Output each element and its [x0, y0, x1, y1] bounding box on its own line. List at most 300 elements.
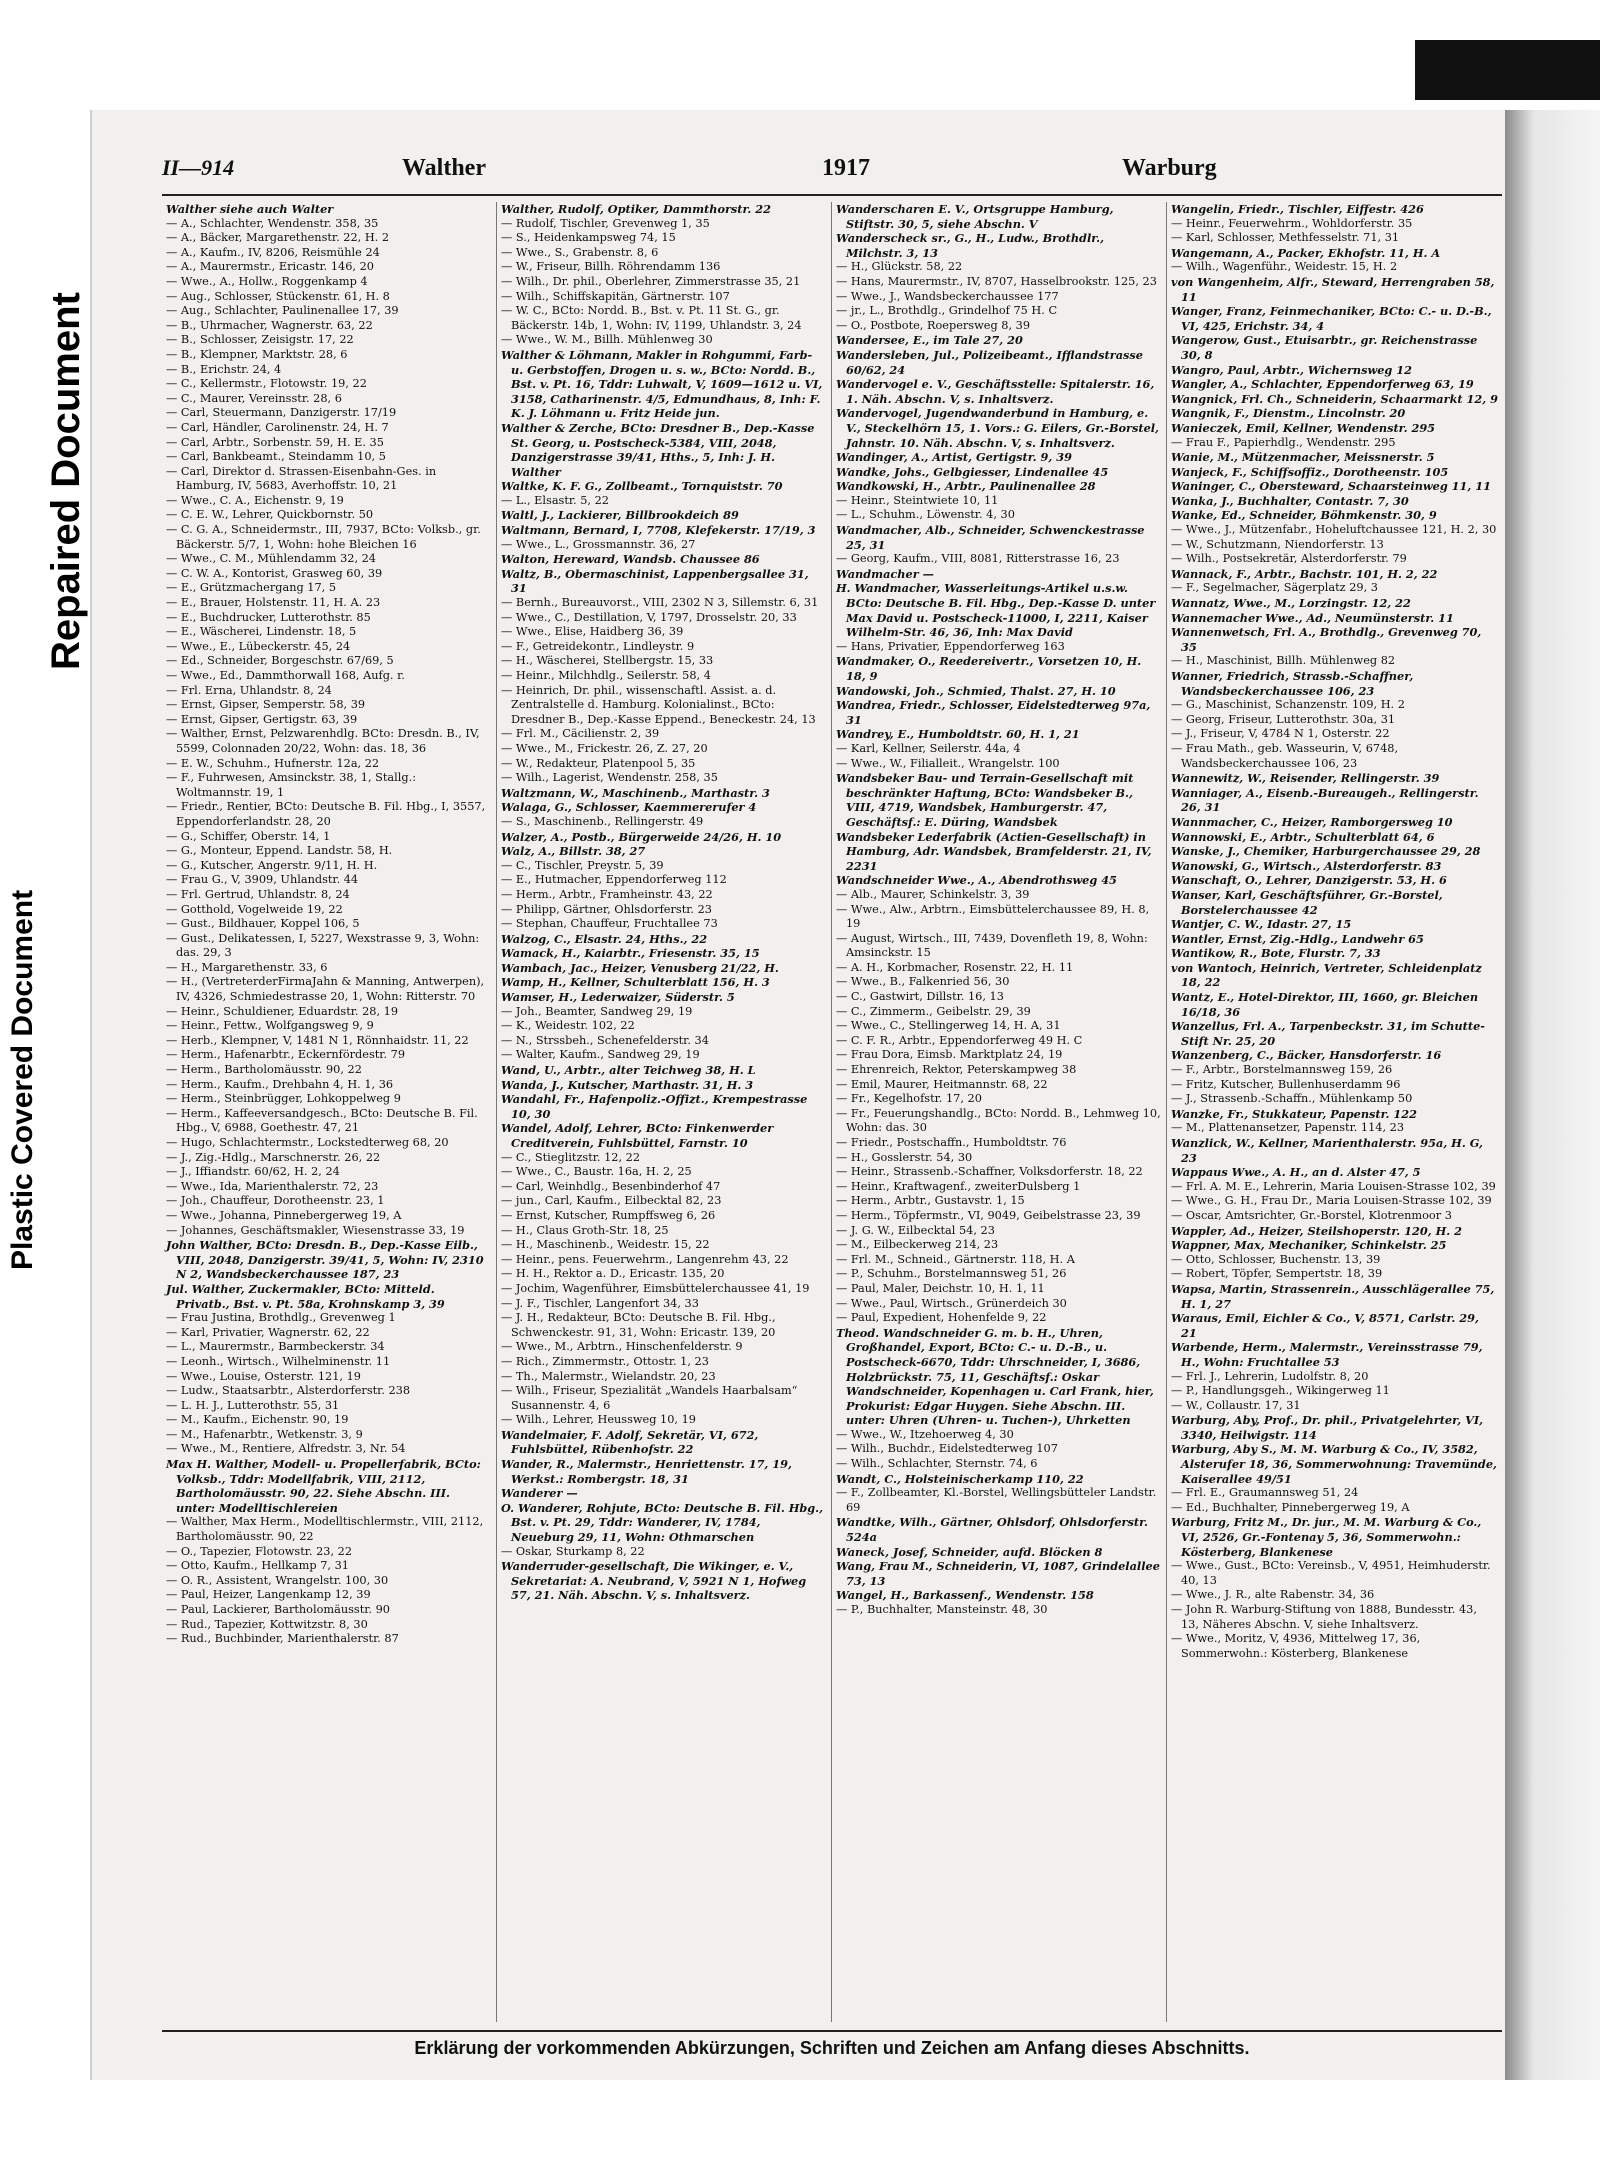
directory-entry: Max H. Walther, Modell- u. Propellerfabrik, BCto: Volksb., Tddr: Modellfabrik, VIII, 2112, Bartholomäusstr. 90, 22. Siehe Abschn. III. unter: Modelltischlereien	[166, 1457, 481, 1515]
directory-entry: — F., Getreidekontr., Lindleystr. 9	[501, 639, 695, 653]
directory-entry: — Hans, Privatier, Eppendorferweg 163	[836, 639, 1065, 653]
directory-column-4	[1167, 202, 1502, 2022]
directory-entry: — Wwe., M., Arbtrn., Hinschenfelderstr. 9	[501, 1340, 743, 1354]
directory-entry: — Walther, Max Herm., Modelltischlermstr., VIII, 2112, Bartholomäusstr. 90, 22	[166, 1515, 484, 1544]
directory-entry: Wandrey, E., Humboldtstr. 60, H. 1, 21	[836, 727, 1080, 742]
directory-entry: — Wilh., Buchdr., Eidelstedterweg 107	[836, 1442, 1058, 1456]
directory-entry: — Wwe., J., Mützenfabr., Hoheluftchaussee 121, H. 2, 30	[1171, 523, 1497, 537]
directory-entry: — Ernst, Kutscher, Rumpffsweg 6, 26	[501, 1208, 716, 1222]
directory-entry: — Gust., Bildhauer, Koppel 106, 5	[166, 917, 360, 931]
directory-entry: — Otto, Schlosser, Buchenstr. 13, 39	[1171, 1252, 1381, 1266]
directory-entry: Wandersee, E., im Tale 27, 20	[836, 333, 1023, 348]
directory-entry: — Wwe., A., Hollw., Roggenkamp 4	[166, 274, 368, 288]
directory-entry: — Herm., Steinbrügger, Lohkoppelweg 9	[166, 1092, 401, 1106]
directory-entry: — Heinr., Strassenb.-Schaffner, Volksdorferstr. 18, 22	[836, 1165, 1143, 1179]
directory-entry: — W., Schutzmann, Niendorferstr. 13	[1171, 537, 1384, 551]
directory-entry: Waltzmann, W., Maschinenb., Marthastr. 3	[501, 785, 770, 800]
directory-entry: Wannenwetsch, Frl. A., Brothdlg., Grevenweg 70, 35	[1171, 625, 1482, 654]
directory-entry: — Wilh., Friseur, Spezialität „Wandels Haarbalsam“ Susannenstr. 4, 6	[501, 1384, 798, 1412]
directory-entry: — Wwe., Johanna, Pinnebergerweg 19, A	[166, 1208, 402, 1222]
directory-entry: — Herm., Bartholomäusstr. 90, 22	[166, 1063, 362, 1077]
header-right-keyword: Warburg	[1122, 155, 1217, 181]
scanner-black-tab	[1415, 40, 1600, 100]
directory-entry: Walther siehe auch Walter	[166, 202, 334, 216]
directory-entry: Wantjer, C. W., Idastr. 27, 15	[1171, 917, 1352, 932]
directory-entry: — Leonh., Wirtsch., Wilhelminenstr. 11	[166, 1354, 391, 1368]
directory-entry: Wandke, Johs., Gelbgiesser, Lindenallee 45	[836, 464, 1109, 479]
directory-entry: — Wwe., Ida, Marienthalerstr. 72, 23	[166, 1179, 379, 1193]
header-year: 1917	[822, 155, 870, 181]
directory-entry: Wandmaker, O., Reedereivertr., Vorsetzen 10, H. 18, 9	[836, 654, 1142, 683]
directory-entry: — H., Claus Groth-Str. 18, 25	[501, 1223, 669, 1237]
directory-entry: Wantler, Ernst, Zig.-Hdlg., Landwehr 65	[1171, 931, 1424, 946]
directory-entry: — F., Zollbeamter, Kl.-Borstel, Wellingsbütteler Landstr. 69	[836, 1486, 1157, 1514]
directory-entry: — Paul, Maler, Deichstr. 10, H. 1, 11	[836, 1281, 1045, 1295]
directory-entry: — W., Friseur, Billh. Röhrendamm 136	[501, 260, 721, 274]
directory-entry: — A., Kaufm., IV, 8206, Reismühle 24	[166, 245, 380, 259]
directory-entry: — J., Zig.-Hdlg., Marschnerstr. 26, 22	[166, 1150, 381, 1164]
directory-entry: — A., Schlachter, Wendenstr. 358, 35	[166, 216, 379, 230]
directory-entry: Wanniager, A., Eisenb.-Bureaugeh., Rellingerstr. 26, 31	[1171, 785, 1479, 815]
document-page	[90, 110, 1507, 2080]
directory-entry: — J. F., Tischler, Langenfort 34, 33	[501, 1296, 699, 1310]
directory-entry: — Karl, Schlosser, Methfesselstr. 71, 31	[1171, 231, 1400, 245]
directory-entry: — O. R., Assistent, Wrangelstr. 100, 30	[166, 1573, 389, 1587]
directory-entry: Wangerow, Gust., Etuisarbtr., gr. Reichenstrasse 30, 8	[1171, 333, 1478, 362]
page-number: II—914	[162, 155, 235, 180]
directory-entry: Wanderruder-gesellschaft, Die Wikinger, e. V., Sekretariat: A. Neubrand, V, 5921 N 1, Hofweg 57, 21. Näh. Abschn. V, s. Inhaltsverz.	[501, 1559, 807, 1603]
footer-rule	[162, 2030, 1502, 2032]
directory-entry: Wandelmaier, F. Adolf, Sekretär, VI, 672, Fuhlsbüttel, Rübenhofstr. 22	[501, 1427, 759, 1457]
directory-entry: — Wilh., Postsekretär, Alsterdorferstr. 79	[1171, 552, 1407, 566]
directory-entry: — Rud., Buchbinder, Marienthalerstr. 87	[166, 1632, 399, 1646]
directory-entry: — Herm., Arbtr., Gustavstr. 1, 15	[836, 1194, 1025, 1208]
directory-entry: — A., Maurermstr., Ericastr. 146, 20	[166, 260, 374, 274]
directory-entry: Wambach, Jac., Heizer, Venusberg 21/22, H.	[501, 960, 779, 975]
directory-entry: — G., Maschinist, Schanzenstr. 109, H. 2	[1171, 698, 1405, 712]
directory-entry: — Wwe., C., Baustr. 16a, H. 2, 25	[501, 1165, 692, 1179]
directory-entry: — J., Friseur, V, 4784 N 1, Osterstr. 22	[1171, 727, 1390, 741]
directory-entry: O. Wanderer, Rohjute, BCto: Deutsche B. Fil. Hbg., Bst. v. Pt. 29, Tddr: Wanderer, IV, 1784, Neueburg 29, 11, Wohn: Othmarschen	[501, 1500, 824, 1545]
directory-entry: Wannowski, E., Arbtr., Schulterblatt 64, 6	[1171, 829, 1435, 844]
directory-entry: Wandsbeker Lederfabrik (Actien-Gesellschaft) in Hamburg, Adr. Wandsbek, Bramfelderstr. 21, IV, 2231	[836, 829, 1152, 873]
directory-entry: Walton, Hereward, Wandsb. Chaussee 86	[501, 552, 760, 567]
directory-entry: Wangelin, Friedr., Tischler, Eiffestr. 426	[1171, 202, 1424, 216]
header-rule	[162, 194, 1502, 196]
directory-entry: — Wwe., C., Destillation, V, 1797, Drosselstr. 20, 33	[501, 610, 797, 624]
directory-entry: Wappaus Wwe., A. H., an d. Alster 47, 5	[1171, 1165, 1421, 1180]
directory-entry: — C., Maurer, Vereinsstr. 28, 6	[166, 391, 342, 405]
directory-entry: — Carl, Steuermann, Danzigerstr. 17/19	[166, 406, 397, 420]
directory-entry: — Ernst, Gipser, Gertigstr. 63, 39	[166, 712, 358, 726]
directory-entry: Warburg, Aby S., M. M. Warburg & Co., IV, 3582, Alsterufer 18, 36, Sommerwohnung: Travemünde, Kaiserallee 49/51	[1171, 1442, 1497, 1486]
directory-entry: — Jochim, Wagenführer, Eimsbüttelerchaussee 41, 19	[501, 1281, 810, 1295]
directory-entry: Wandowski, Joh., Schmied, Thalst. 27, H. 10	[836, 683, 1116, 698]
directory-entry: — O., Postbote, Roepersweg 8, 39	[836, 318, 1031, 332]
directory-entry: — Aug., Schlosser, Stückenstr. 61, H. 8	[166, 289, 390, 303]
directory-entry: — Wwe., C., Stellingerweg 14, H. A, 31	[836, 1019, 1061, 1033]
directory-entry: — Ernst, Gipser, Semperstr. 58, 39	[166, 698, 366, 712]
directory-entry: Waltmann, Bernard, I, 7708, Klefekerstr. 17/19, 3	[501, 523, 816, 538]
directory-entry: Waninger, C., Obersteward, Schaarsteinweg 11, 11	[1171, 479, 1491, 494]
directory-entry: — Heinr., Schuldiener, Eduardstr. 28, 19	[166, 1004, 399, 1018]
directory-entry: — Wwe., L., Grossmannstr. 36, 27	[501, 537, 696, 551]
directory-entry: — Carl, Bankbeamt., Steindamm 10, 5	[166, 450, 386, 464]
directory-entry: — Frl. Erna, Uhlandstr. 8, 24	[166, 683, 332, 697]
directory-entry: Wannmacher, C., Heizer, Ramborgersweg 10	[1171, 814, 1453, 829]
directory-entry: — Carl, Händler, Carolinenstr. 24, H. 7	[166, 420, 389, 434]
directory-entry: — B., Uhrmacher, Wagnerstr. 63, 22	[166, 318, 373, 332]
directory-entry: — B., Klempner, Marktstr. 28, 6	[166, 347, 348, 361]
directory-entry: Wangler, A., Schlachter, Eppendorferweg 63, 19	[1171, 377, 1474, 392]
directory-entry: — O., Tapezier, Flotowstr. 23, 22	[166, 1544, 353, 1558]
directory-entry: Wantz, E., Hotel-Direktor, III, 1660, gr. Bleichen 16/18, 36	[1171, 990, 1479, 1019]
directory-entry: Warburg, Fritz M., Dr. jur., M. M. Warburg & Co., VI, 2526, Gr.-Fontenay 5, 36, Sommerwohn.: Kösterberg, Blankenese	[1171, 1515, 1482, 1559]
directory-entry: — Bernh., Bureauvorst., VIII, 2302 N 3, Sillemstr. 6, 31	[501, 596, 819, 610]
directory-entry: — Ludw., Staatsarbtr., Alsterdorferstr. 238	[166, 1384, 411, 1398]
directory-entry: — J., Iffiandstr. 60/62, H. 2, 24	[166, 1165, 340, 1179]
side-labels	[0, 110, 95, 1390]
directory-entry: — Heinrich, Dr. phil., wissenschaftl. Assist. a. d. Zentralstelle d. Hamburg. Kolonialinst., BCto: Dresdner B., Dep.-Kasse Eppend., Beneckestr. 24, 13	[501, 683, 816, 726]
directory-entry: — Wwe., S., Grabenstr. 8, 6	[501, 245, 659, 259]
directory-entry: — Frau G., V, 3909, Uhlandstr. 44	[166, 873, 359, 887]
directory-entry: Waltke, K. F. G., Zollbeamt., Tornquiststr. 70	[501, 479, 783, 494]
directory-entry: — F., Arbtr., Borstelmannsweg 159, 26	[1171, 1063, 1393, 1077]
directory-entry: — Oscar, Amtsrichter, Gr.-Borstel, Klotrenmoor 3	[1171, 1208, 1452, 1222]
directory-entry: Wannewitz, W., Reisender, Rellingerstr. 39	[1171, 771, 1440, 786]
directory-entry: Wanzenberg, C., Bäcker, Hansdorferstr. 16	[1171, 1048, 1442, 1063]
directory-entry: Wandtke, Wilh., Gärtner, Ohlsdorf, Ohlsdorferstr. 524a	[836, 1515, 1148, 1545]
directory-entry: Wandervogel, Jugendwanderbund in Hamburg, e. V., Steckelhörn 15, 1. Vors.: G. Eilers, Gr.-Borstel, Jahnstr. 10. Näh. Abschn. V, s. Inhaltsverz.	[836, 406, 1159, 450]
directory-entry: — H., Maschinenb., Weidestr. 15, 22	[501, 1238, 710, 1252]
directory-entry: — Walter, Kaufm., Sandweg 29, 19	[501, 1048, 700, 1062]
directory-entry: — J., Strassenb.-Schaffn., Mühlenkamp 50	[1171, 1092, 1413, 1106]
directory-entry: Warbende, Herm., Malermstr., Vereinsstrasse 79, H., Wohn: Fruchtallee 53	[1171, 1340, 1483, 1369]
directory-entry: — F., Fuhrwesen, Amsinckstr. 38, 1, Stallg.: Woltmannstr. 19, 1	[166, 771, 417, 799]
directory-entry: — Wilh., Lehrer, Heussweg 10, 19	[501, 1413, 696, 1427]
directory-entry: Wanowski, G., Wirtsch., Alsterdorferstr. 83	[1171, 858, 1442, 873]
directory-entry: Wang, Frau M., Schneiderin, VI, 1087, Grindelallee 73, 13	[836, 1559, 1160, 1588]
directory-entry: — Alb., Maurer, Schinkelstr. 3, 39	[836, 887, 1030, 901]
directory-entry: — G., Monteur, Eppend. Landstr. 58, H.	[166, 844, 393, 858]
directory-entry: — Wilh., Schlachter, Sternstr. 74, 6	[836, 1457, 1038, 1471]
directory-entry: Wappner, Max, Mechaniker, Schinkelstr. 25	[1171, 1238, 1447, 1253]
directory-entry: — H., Maschinist, Billh. Mühlenweg 82	[1171, 654, 1396, 668]
directory-entry: — C. F. R., Arbtr., Eppendorferweg 49 H. C	[836, 1033, 1083, 1047]
directory-entry: — Heinr., pens. Feuerwehrm., Langenrehm 43, 22	[501, 1252, 789, 1266]
directory-entry: — L., Elsastr. 5, 22	[501, 493, 609, 507]
directory-entry: Warburg, Aby, Prof., Dr. phil., Privatgelehrter, VI, 3340, Heilwigstr. 114	[1171, 1413, 1484, 1442]
directory-entry: Waraus, Emil, Eichler & Co., V, 8571, Carlstr. 29, 21	[1171, 1311, 1479, 1340]
directory-entry: — Emil, Maurer, Heitmannstr. 68, 22	[836, 1077, 1048, 1091]
directory-entry: — Frl. Gertrud, Uhlandstr. 8, 24	[166, 887, 350, 901]
directory-entry: — Wwe., Gust., BCto: Vereinsb., V, 4951, Heimhuderstr. 40, 13	[1171, 1559, 1491, 1587]
directory-entry: — Rud., Tapezier, Kottwitzstr. 8, 30	[166, 1617, 368, 1631]
directory-entry: Wamack, H., Kaiarbtr., Friesenstr. 35, 15	[501, 946, 760, 961]
directory-entry: — Wwe., Paul, Wirtsch., Grünerdeich 30	[836, 1296, 1067, 1310]
directory-entry: Wamp, H., Kellner, Schulterblatt 156, H. 3	[501, 975, 770, 990]
directory-entry: — John R. Warburg-Stiftung von 1888, Bundesstr. 43, 13, Näheres Abschn. V, siehe Inhaltsverz.	[1171, 1603, 1477, 1631]
directory-entry: Wanschaft, O., Lehrer, Danzigerstr. 53, H. 6	[1171, 873, 1447, 888]
header-left-keyword: Walther	[402, 155, 486, 181]
directory-entry: — S., Heidenkampsweg 74, 15	[501, 231, 676, 245]
directory-entry: Wandahl, Fr., Hafenpoliz.-Offizt., Krempestrasse 10, 30	[501, 1092, 808, 1121]
directory-entry: — Wilh., Schiffskapitän, Gärtnerstr. 107	[501, 289, 730, 303]
directory-entry: — Rudolf, Tischler, Grevenweg 1, 35	[501, 216, 710, 230]
directory-entry: — W., Redakteur, Platenpool 5, 35	[501, 756, 696, 770]
directory-entry: — E. W., Schuhm., Hufnerstr. 12a, 22	[166, 756, 380, 770]
directory-entry: — J. G. W., Eilbecktal 54, 23	[836, 1223, 995, 1237]
directory-entry: — C., Tischler, Preystr. 5, 39	[501, 858, 664, 872]
directory-entry: Wand, U., Arbtr., alter Teichweg 38, H. L	[501, 1063, 756, 1078]
directory-entry: Wander, R., Malermstr., Henriettenstr. 17, 19, Werkst.: Rombergstr. 18, 31	[501, 1457, 792, 1486]
directory-entry: — Georg, Kaufm., VIII, 8081, Ritterstrasse 16, 23	[836, 552, 1120, 566]
directory-entry: Wanke, Ed., Schneider, Böhmkenstr. 30, 9	[1171, 508, 1437, 523]
directory-entry: Waltl, J., Lackierer, Billbrookdeich 89	[501, 508, 739, 523]
directory-entry: Wandt, C., Holsteinischerkamp 110, 22	[836, 1471, 1084, 1486]
directory-entry: Wanka, J., Buchhalter, Contastr. 7, 30	[1171, 493, 1409, 508]
directory-entry: Wanda, J., Kutscher, Marthastr. 31, H. 3	[501, 1077, 754, 1092]
directory-entry: — Otto, Kaufm., Hellkamp 7, 31	[166, 1559, 349, 1573]
directory-entry: — Wwe., Louise, Osterstr. 121, 19	[166, 1369, 361, 1383]
directory-entry: — Frl. A. M. E., Lehrerin, Maria Louisen-Strasse 102, 39	[1171, 1179, 1496, 1193]
directory-entry: — J. H., Redakteur, BCto: Deutsche B. Fil. Hbg., Schwenckestr. 91, 31, Wohn: Ericastr. 139, 20	[501, 1311, 776, 1339]
book-gutter	[1505, 110, 1600, 2080]
directory-entry: Wandmacher —	[836, 566, 934, 581]
directory-entry: — Wwe., M., Frickestr. 26, Z. 27, 20	[501, 741, 708, 755]
directory-entry: — K., Weidestr. 102, 22	[501, 1019, 635, 1033]
directory-entry: — L. H. J., Lutterothstr. 55, 31	[166, 1398, 340, 1412]
directory-columns	[162, 202, 1502, 2022]
directory-entry: — Philipp, Gärtner, Ohlsdorferstr. 23	[501, 902, 712, 916]
directory-entry: Wantikow, R., Bote, Flurstr. 7, 33	[1171, 946, 1381, 961]
directory-entry: Wanderscharen E. V., Ortsgruppe Hamburg, Stiftstr. 30, 5, siehe Abschn. V	[836, 202, 1114, 231]
directory-entry: — H., (VertreterderFirmaJahn & Manning, Antwerpen), IV, 4326, Schmiedestrasse 20, 1, Wohn: Ritterstr. 70	[166, 975, 485, 1004]
repaired-document-label: Repaired Document	[44, 292, 88, 670]
directory-entry: von Wantoch, Heinrich, Vertreter, Schleidenplatz 18, 22	[1171, 960, 1482, 990]
directory-entry: — Ed., Schneider, Borgeschstr. 67/69, 5	[166, 654, 394, 668]
directory-entry: — Wilh., Wagenführ., Weidestr. 15, H. 2	[1171, 260, 1398, 274]
directory-column-2	[497, 202, 832, 2022]
directory-entry: — Wwe., Ed., Dammthorwall 168, Aufg. r.	[166, 669, 405, 682]
directory-entry: Wangro, Paul, Arbtr., Wichernsweg 12	[1171, 362, 1412, 377]
directory-entry: Wanzellus, Frl. A., Tarpenbeckstr. 31, im Schutte-Stift Nr. 25, 20	[1171, 1019, 1485, 1048]
directory-entry: — H., Margarethenstr. 33, 6	[166, 960, 328, 974]
directory-entry: — Joh., Chauffeur, Dorotheenstr. 23, 1	[166, 1194, 385, 1208]
directory-entry: — Paul, Expedient, Hohenfelde 9, 22	[836, 1311, 1047, 1325]
directory-entry: — B., Schlosser, Zeisigstr. 17, 22	[166, 333, 354, 347]
directory-entry: Wanjeck, F., Schiffsoffiz., Dorotheenstr. 105	[1171, 464, 1449, 479]
directory-column-1	[162, 202, 497, 2022]
directory-entry: — Wilh., Lagerist, Wendenstr. 258, 35	[501, 771, 718, 785]
directory-entry: Wapsa, Martin, Strassenrein., Ausschlägerallee 75, H. 1, 27	[1171, 1281, 1495, 1311]
directory-entry: — Frau Justina, Brothdlg., Grevenweg 1	[166, 1311, 396, 1325]
directory-entry: — Stephan, Chauffeur, Fruchtallee 73	[501, 917, 718, 931]
directory-entry: — Wwe., J. R., alte Rabenstr. 34, 36	[1171, 1588, 1375, 1602]
directory-entry: Wangemann, A., Packer, Ekhofstr. 11, H. A	[1171, 245, 1441, 260]
directory-entry: — Karl, Kellner, Seilerstr. 44a, 4	[836, 741, 1021, 755]
directory-entry: — Robert, Töpfer, Sempertstr. 18, 39	[1171, 1267, 1383, 1281]
directory-entry: Wanske, J., Chemiker, Harburgerchaussee 29, 28	[1171, 844, 1481, 859]
directory-entry: Wanieczek, Emil, Kellner, Wendenstr. 295	[1171, 420, 1436, 435]
directory-entry: — H., Wäscherei, Stellbergstr. 15, 33	[501, 654, 714, 668]
directory-entry: Wangnik, F., Dienstm., Lincolnstr. 20	[1171, 406, 1406, 421]
directory-entry: Wanderer —	[501, 1486, 578, 1501]
directory-entry: Wanser, Karl, Geschäftsführer, Gr.-Borstel, Borstelerchaussee 42	[1171, 887, 1443, 917]
directory-column-3	[832, 202, 1167, 2022]
directory-entry: — Herm., Kaufm., Drehbahn 4, H. 1, 36	[166, 1077, 394, 1091]
directory-entry: — Fr., Kegelhofstr. 17, 20	[836, 1092, 982, 1106]
directory-entry: — Herm., Töpfermstr., VI, 9049, Geibelstrasse 23, 39	[836, 1208, 1141, 1222]
directory-entry: Wannack, F., Arbtr., Bachstr. 101, H. 2, 22	[1171, 566, 1438, 581]
directory-entry: — jr., L., Brothdlg., Grindelhof 75 H. C	[836, 304, 1058, 318]
directory-entry: — Frl. M., Cäcilienstr. 2, 39	[501, 727, 660, 741]
directory-entry: — Frl. J., Lehrerin, Ludolfstr. 8, 20	[1171, 1369, 1369, 1383]
directory-entry: — Hugo, Schlachtermstr., Lockstedterweg 68, 20	[166, 1136, 449, 1149]
directory-entry: — Gotthold, Vogelweide 19, 22	[166, 902, 343, 916]
directory-entry: — Georg, Friseur, Lutterothstr. 30a, 31	[1171, 712, 1396, 726]
directory-entry: — Wwe., M., Rentiere, Alfredstr. 3, Nr. 54	[166, 1442, 406, 1456]
directory-entry: — Wilh., Dr. phil., Oberlehrer, Zimmerstrasse 35, 21	[501, 274, 801, 288]
directory-entry: — E., Buchdrucker, Lutterothstr. 85	[166, 610, 371, 624]
directory-entry: Wandersleben, Jul., Polizeibeamt., Ifflandstrasse 60/62, 24	[836, 347, 1143, 377]
directory-entry: H. Wandmacher, Wasserleitungs-Artikel u.s.w. BCto: Deutsche B. Fil. Hbg., Dep.-Kasse D. unter Max David u. Postscheck-11000, I, 2211, Kaiser Wilhelm-Str. 46, 36, Inh: Max David	[836, 581, 1156, 640]
directory-entry: — Heinr., Milchhdlg., Seilerstr. 58, 4	[501, 669, 711, 682]
directory-entry: — Wwe., W., Itzehoerweg 4, 30	[836, 1427, 1014, 1441]
directory-entry: — N., Strssbeh., Schenefelderstr. 34	[501, 1033, 709, 1047]
directory-entry: Wandschneider Wwe., A., Abendrothsweg 45	[836, 873, 1117, 888]
directory-entry: Walzer, A., Postb., Bürgerweide 24/26, H. 10	[501, 829, 782, 844]
directory-entry: Walzog, C., Elsastr. 24, Hths., 22	[501, 931, 708, 946]
directory-entry: Wandsbeker Bau- und Terrain-Gesellschaft mit beschränkter Haftung, BCto: Wandsbeker B., VIII, 4719, Wandsbek, Hamburgerstr. 47, Geschäftsf.: E. Düring, Wandsbek	[836, 771, 1134, 829]
directory-entry: — Herm., Kaffeeversandgesch., BCto: Deutsche B. Fil. Hbg., V, 6988, Goethestr. 47, 21	[166, 1106, 478, 1135]
directory-entry: — Frl. E., Graumannsweg 51, 24	[1171, 1486, 1359, 1500]
directory-entry: Wandel, Adolf, Lehrer, BCto: Finkenwerder Creditverein, Fuhlsbüttel, Farnstr. 10	[501, 1121, 774, 1150]
directory-entry: — Paul, Lackierer, Bartholomäusstr. 90	[166, 1603, 390, 1616]
directory-entry: — Wwe., E., Lübeckerstr. 45, 24	[166, 639, 351, 653]
directory-entry: Wannemacher Wwe., Ad., Neumünsterstr. 11	[1171, 610, 1454, 625]
directory-entry: — H., Glückstr. 58, 22	[836, 260, 963, 274]
directory-entry: Waneck, Josef, Schneider, aufd. Blöcken 8	[836, 1544, 1103, 1559]
directory-entry: — C. E. W., Lehrer, Quickbornstr. 50	[166, 508, 374, 522]
directory-entry: — Wwe., W., Filialleit., Wrangelstr. 100	[836, 756, 1060, 770]
directory-entry: — Wwe., C. M., Mühlendamm 32, 24	[166, 552, 376, 566]
directory-entry: — C., Kellermstr., Flotowstr. 19, 22	[166, 377, 367, 391]
directory-entry: — C. G. A., Schneidermstr., III, 7937, BCto: Volksb., gr. Bäckerstr. 5/7, 1, Wohn: hohe Bleichen 16	[166, 523, 481, 551]
directory-entry: — P., Schuhm., Borstelmannsweg 51, 26	[836, 1267, 1067, 1281]
directory-entry: — M., Plattenansetzer, Papenstr. 114, 23	[1171, 1121, 1405, 1135]
directory-entry: — Frl. M., Schneid., Gärtnerstr. 118, H. A	[836, 1252, 1075, 1266]
directory-entry: — W. C., BCto: Nordd. B., Bst. v. Pt. 11 St. G., gr. Bäckerstr. 14b, 1, Wohn: IV, 1199, Uhlandstr. 3, 24	[501, 304, 802, 332]
directory-entry: — Heinr., Kraftwagenf., zweiterDulsberg 1	[836, 1179, 1081, 1193]
plastic-covered-label: Plastic Covered Document	[6, 889, 39, 1270]
directory-entry: — Wwe., J., Wandsbeckerchaussee 177	[836, 289, 1059, 303]
directory-entry: — E., Wäscherei, Lindenstr. 18, 5	[166, 625, 357, 639]
directory-entry: — H. H., Rektor a. D., Ericastr. 135, 20	[501, 1267, 725, 1281]
directory-entry: — Herm., Arbtr., Framheinstr. 43, 22	[501, 887, 713, 901]
directory-entry: — Herm., Hafenarbtr., Eckernfördestr. 79	[166, 1048, 406, 1062]
directory-entry: — Fr., Feuerungshandlg., BCto: Nordd. B., Lehmweg 10, Wohn: das. 30	[836, 1106, 1161, 1135]
directory-entry: Walther, Rudolf, Optiker, Dammthorstr. 22	[501, 202, 772, 216]
directory-entry: — C., Zimmerm., Geibelstr. 29, 39	[836, 1004, 1031, 1018]
directory-entry: Wangel, H., Barkassenf., Wendenstr. 158	[836, 1588, 1094, 1603]
directory-entry: — F., Segelmacher, Sägerplatz 29, 3	[1171, 581, 1378, 595]
directory-entry: — E., Brauer, Holstenstr. 11, H. A. 23	[166, 596, 381, 610]
directory-entry: Walaga, G., Schlosser, Kaemmererufer 4	[501, 800, 757, 815]
directory-entry: — Ed., Buchhalter, Pinnebergerweg 19, A	[1171, 1500, 1410, 1514]
directory-entry: — Walther, Ernst, Pelzwarenhdlg. BCto: Dresdn. B., IV, 5599, Colonnaden 20/22, Wohn: das. 18, 36	[166, 727, 480, 755]
directory-entry: — Frau F., Papierhdlg., Wendenstr. 295	[1171, 435, 1396, 449]
directory-entry: — Rich., Zimmermstr., Ottostr. 1, 23	[501, 1354, 709, 1368]
directory-entry: Wandinger, A., Artist, Gertigstr. 9, 39	[836, 450, 1072, 465]
directory-entry: Waltz, B., Obermaschinist, Lappenbergsallee 31, 31	[501, 566, 809, 596]
directory-entry: — M., Eilbeckerweg 214, 23	[836, 1238, 999, 1252]
directory-entry: — P., Buchhalter, Mansteinstr. 48, 30	[836, 1603, 1048, 1616]
directory-entry: — Gust., Delikatessen, I, 5227, Wexstrasse 9, 3, Wohn: das. 29, 3	[166, 931, 480, 960]
directory-entry: Wanzlick, W., Kellner, Marienthalerstr. 95a, H. G, 23	[1171, 1136, 1483, 1165]
directory-entry: — A., Bäcker, Margarethenstr. 22, H. 2	[166, 231, 390, 245]
directory-entry: — Heinr., Fettw., Wolfgangsweg 9, 9	[166, 1019, 374, 1033]
directory-entry: — Carl, Direktor d. Strassen-Eisenbahn-Ges. in Hamburg, IV, 5683, Averhoffstr. 10, 21	[166, 464, 437, 493]
directory-entry: Wappler, Ad., Heizer, Steilshoperstr. 120, H. 2	[1171, 1223, 1463, 1238]
directory-entry: Walther & Löhmann, Makler in Rohgummi, Farb- u. Gerbstoffen, Drogen u. s. w., BCto: Nordd. B., Bst. v. Pt. 16, Tddr: Luhwalt, V, 1609—1612 u. VI, 3158, Catharinenstr. 4/5, Edmundhaus, 8, Inh: F. K. J. Löhmann u. Fritz Heide jun.	[501, 347, 823, 421]
directory-entry: — W., Collaustr. 17, 31	[1171, 1398, 1301, 1412]
directory-entry: — Carl, Arbtr., Sorbenstr. 59, H. E. 35	[166, 435, 384, 449]
directory-entry: Theod. Wandschneider G. m. b. H., Uhren, Großhandel, Export, BCto: C.- u. D.-B., u. Postscheck-6670, Tddr: Uhrschneider, I, 3686, Holzbrückstr. 75, 11, Geschäftsf.: Oskar Wandschneider, Kopenhagen u. Carl Frank, hier, Prokurist: Edgar Huygen. Siehe Abschn. III. unter: Uhren (Uhren- u. Tuchen-), Uhrketten	[836, 1325, 1154, 1428]
directory-entry: — Wwe., C. A., Eichenstr. 9, 19	[166, 493, 344, 507]
directory-entry: — Heinr., Feuerwehrm., Wohldorferstr. 35	[1171, 216, 1413, 230]
directory-entry: von Wangenheim, Alfr., Steward, Herrengraben 58, 11	[1171, 274, 1495, 304]
directory-entry: — Joh., Beamter, Sandweg 29, 19	[501, 1004, 693, 1018]
directory-entry: — Ehrenreich, Rektor, Peterskampweg 38	[836, 1063, 1077, 1077]
directory-entry: — Herb., Klempner, V, 1481 N 1, Rönnhaidstr. 11, 22	[166, 1033, 469, 1047]
directory-entry: — M., Kaufm., Eichenstr. 90, 19	[166, 1413, 349, 1427]
directory-entry: Jul. Walther, Zuckermakler, BCto: Mitteld. Privatb., Bst. v. Pt. 58a, Krohnskamp 3, 39	[166, 1281, 445, 1311]
directory-entry: Wanie, M., Mützenmacher, Meissnerstr. 5	[1171, 450, 1435, 465]
directory-entry: Wanderscheck sr., G., H., Ludw., Brothdlr., Milchstr. 3, 13	[836, 231, 1105, 260]
directory-entry: — M., Hafenarbtr., Wetkenstr. 3, 9	[166, 1427, 363, 1441]
directory-entry: Wanzke, Fr., Stukkateur, Papenstr. 122	[1171, 1106, 1417, 1121]
directory-entry: Walz, A., Billstr. 38, 27	[501, 844, 646, 859]
directory-entry: — Friedr., Rentier, BCto: Deutsche B. Fil. Hbg., I, 3557, Eppendorferlandstr. 28, 20	[166, 800, 486, 828]
directory-entry: — Karl, Privatier, Wagnerstr. 62, 22	[166, 1325, 370, 1339]
directory-entry: — jun., Carl, Kaufm., Eilbecktal 82, 23	[501, 1194, 722, 1208]
directory-entry: — Johannes, Geschäftsmakler, Wiesenstrasse 33, 19	[166, 1223, 465, 1237]
directory-entry: — Wwe., Elise, Haidberg 36, 39	[501, 625, 684, 639]
directory-entry: — Wwe., B., Falkenried 56, 30	[836, 975, 1010, 989]
directory-entry: — C., Stieglitzstr. 12, 22	[501, 1150, 641, 1164]
directory-entry: — Frau Math., geb. Wasseurin, V, 6748, Wandsbeckerchaussee 106, 23	[1171, 741, 1399, 770]
directory-entry: Wamser, H., Lederwaizer, Süderstr. 5	[501, 990, 735, 1005]
directory-entry: — Frau Dora, Eimsb. Marktplatz 24, 19	[836, 1048, 1063, 1062]
directory-entry: Walther & Zerche, BCto: Dresdner B., Dep.-Kasse St. Georg, u. Postscheck-5384, VIII, 2048, Danzigerstrasse 39/41, Hths., 5, Inh: J. H. Walther	[501, 420, 815, 479]
directory-entry: — L., Maurermstr., Barmbeckerstr. 34	[166, 1340, 385, 1354]
directory-entry: — Wwe., Alw., Arbtrn., Eimsbüttelerchaussee 89, H. 8, 19	[836, 902, 1150, 931]
directory-entry: — S., Maschinenb., Rellingerstr. 49	[501, 814, 704, 828]
directory-entry: — August, Wirtsch., III, 7439, Dovenfleth 19, 8, Wohn: Amsinckstr. 15	[836, 931, 1148, 960]
directory-entry: Wanger, Franz, Feinmechaniker, BCto: C.- u. D.-B., VI, 425, Erichstr. 34, 4	[1171, 304, 1492, 333]
directory-entry: — Wwe., W. M., Billh. Mühlenweg 30	[501, 333, 713, 347]
footer-note: Erklärung der vorkommenden Abkürzungen, Schriften und Zeichen am Anfang dieses Abschnitts.	[414, 2038, 1250, 2058]
directory-entry: — H., Gosslerstr. 54, 30	[836, 1150, 973, 1164]
directory-entry: — Paul, Heizer, Langenkamp 12, 39	[166, 1588, 371, 1602]
directory-entry: — G., Schiffer, Oberstr. 14, 1	[166, 829, 331, 843]
directory-entry: Wandmacher, Alb., Schneider, Schwenckestrasse 25, 31	[836, 523, 1145, 552]
directory-entry: — L., Schuhm., Löwenstr. 4, 30	[836, 508, 1015, 522]
directory-entry: — Friedr., Postschaffn., Humboldtstr. 76	[836, 1136, 1067, 1149]
directory-entry: Wanner, Friedrich, Strassb.-Schaffner, Wandsbeckerchaussee 106, 23	[1171, 669, 1414, 698]
directory-entry: — Wwe., Moritz, V, 4936, Mittelweg 17, 36, Sommerwohn.: Kösterberg, Blankenese	[1171, 1632, 1421, 1660]
